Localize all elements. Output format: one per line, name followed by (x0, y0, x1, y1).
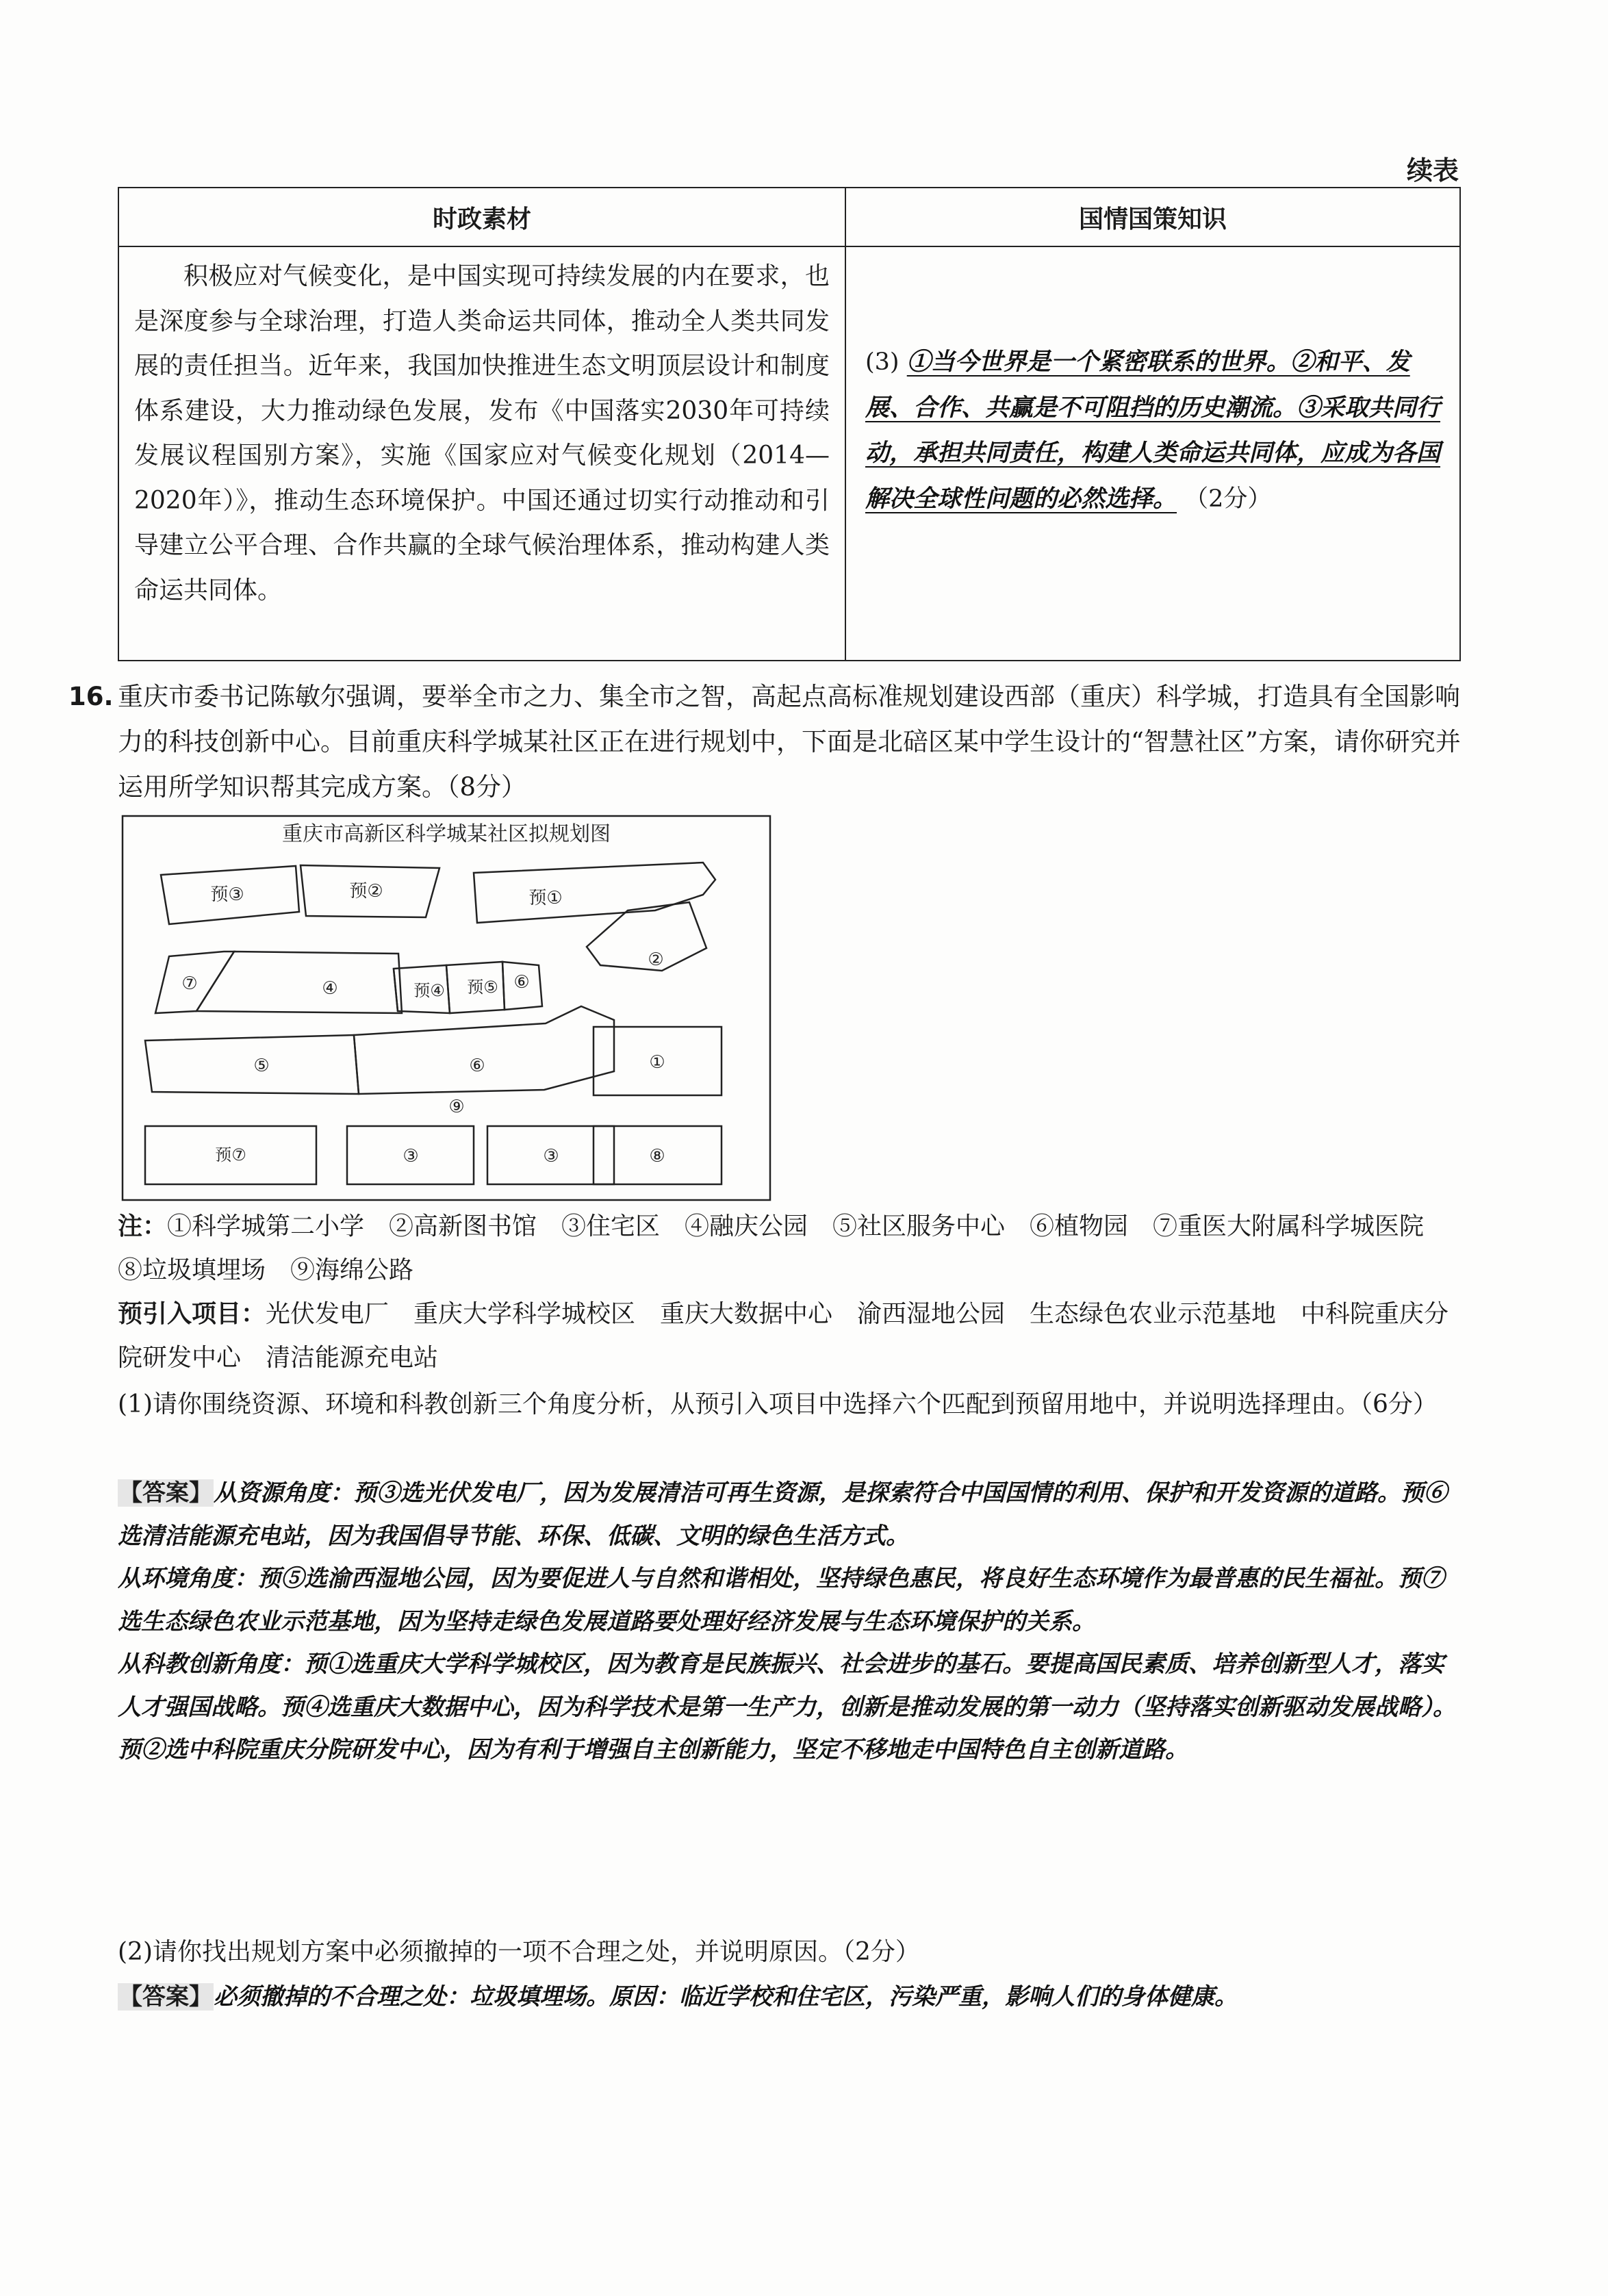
label-c6a: ⑥ (513, 972, 530, 993)
label-c9: ⑨ (448, 1097, 465, 1117)
answer-environment: 从环境角度：预⑤选渝西湿地公园，因为要促进人与自然和谐相处，坚持绿色惠民，将良好生态环境作为最普惠的民生福祉。预⑦选生态绿色农业示范基地，因为坚持走绿色发展道路要处理好经济发展与生态环境保护的关系。 (118, 1565, 1444, 1635)
label-c3b: ③ (543, 1146, 559, 1166)
material-cell (118, 246, 845, 661)
answer-2-block (118, 1976, 1459, 2019)
projects-label: 预引入项目： (118, 1300, 266, 1328)
label-y4: 预④ (413, 981, 445, 1000)
label-y7: 预⑦ (215, 1145, 246, 1164)
answer-tag: 【答案】 (119, 1983, 212, 2011)
question-number: 16. (68, 682, 114, 711)
answer-tag: 【答案】 (119, 1479, 212, 1507)
answer-prefix: (3) (865, 348, 899, 376)
policy-table (118, 187, 1461, 661)
answer-innovation: 从科教创新角度：预①选重庆大学科学城校区，因为教育是民族振兴、社会进步的基石。要提高国民素质、培养创新型人才，落实人才强国战略。预④选重庆大数据中心，因为科学技术是第一生产力，创新是推动发展的第一动力（坚持落实创新驱动发展战略）。预②选中科院重庆分院研发中心，因为有利于增强自主创新能力，坚定不移地走中国特色自主创新道路。 (118, 1650, 1456, 1763)
label-c7: ⑦ (181, 973, 198, 994)
map-title: 重庆市高新区科学城某社区拟规划图 (282, 822, 611, 846)
plot-c2 (587, 902, 706, 971)
col-header-knowledge: 国情国策知识 (845, 188, 1460, 246)
answer-1-block (118, 1472, 1459, 1772)
knowledge-cell (845, 246, 1460, 661)
plot-c5 (145, 1035, 359, 1094)
sub-question-2: (2)请你找出规划方案中必须撤掉的一项不合理之处，并说明原因。（2分） (118, 1938, 920, 1966)
col-header-material: 时政素材 (118, 188, 845, 246)
question-16-text: 重庆市委书记陈敏尔强调，要举全市之力、集全市之智，高起点高标准规划建设西部（重庆）科学城，打造具有全国影响力的科技创新中心。目前重庆科学城某社区正在进行规划中，下面是北碚区某中学生设计的“智慧社区”方案，请你研究并运用所学知识帮其完成方案。（8分） (118, 682, 1461, 802)
legend-notes (118, 1205, 1459, 1292)
label-c5: ⑤ (253, 1056, 270, 1076)
label-c6: ⑥ (469, 1056, 485, 1076)
label-y1: 预① (528, 888, 563, 908)
answer-score: （2分） (1184, 485, 1272, 513)
label-y5: 预⑤ (467, 978, 498, 997)
projects-text: 光伏发电厂 重庆大学科学城校区 重庆大数据中心 渝西湿地公园 生态绿色农业示范基地 中科院重庆分院研发中心 清洁能源充电站 (118, 1300, 1449, 1372)
continued-table-label: 续表 (1406, 155, 1459, 186)
material-text: 积极应对气候变化，是中国实现可持续发展的内在要求，也是深度参与全球治理，打造人类命运共同体，推动全人类共同发展的责任担当。近年来，我国加快推进生态文明顶层设计和制度体系建设，大力推动绿色发展，发布《中国落实2030年可持续发展议程国别方案》，实施《国家应对气候变化规划（2014—2020年）》，推动生态环境保护。中国还通过切实行动推动和引导建立公平合理、合作共赢的全球气候治理体系，推动构建人类命运共同体。 (134, 262, 830, 604)
notes-label: 注： (118, 1212, 168, 1240)
answer-resource-text: 从资源角度：预③选光伏发电厂，因为发展清洁可再生资源，是探索符合中国国情的利用、保护和开发资源的道路。预⑥选清洁能源充电站，因为我国倡导节能、环保、低碳、文明的绿色生活方式。 (118, 1479, 1447, 1550)
answer-2-text: 必须撤掉的不合理之处：垃圾填埋场。原因：临近学校和住宅区，污染严重，影响人们的身体健康。 (214, 1983, 1238, 2011)
answer-resource (118, 1472, 1459, 1557)
handwritten-answer: ①当今世界是一个紧密联系的世界。②和平、发展、合作、共赢是不可阻挡的历史潮流。③采取共同行动，承担共同责任，构建人类命运共同体，应成为各国解决全球性问题的必然选择。 (865, 348, 1441, 513)
label-c8: ⑧ (649, 1146, 665, 1166)
label-y2: 预② (349, 881, 383, 902)
table-header-row (118, 188, 1460, 246)
notes-text: ①科学城第二小学 ②高新图书馆 ③住宅区 ④融庆公园 ⑤社区服务中心 ⑥植物园 ⑦重医大附属科学城医院 ⑧垃圾填埋场 ⑨海绵公路 (118, 1212, 1449, 1284)
label-y3: 预③ (210, 884, 244, 905)
sub-question-1: (1)请你围绕资源、环境和科教创新三个角度分析，从预引入项目中选择六个匹配到预留用地中，并说明选择理由。（6分） (118, 1390, 1438, 1418)
plot-c6 (354, 1006, 614, 1094)
table-row (118, 246, 1460, 661)
label-c1: ① (649, 1052, 665, 1073)
plot-c4 (196, 952, 402, 1013)
label-c3a: ③ (403, 1146, 419, 1166)
project-list (118, 1292, 1459, 1380)
label-c2: ② (648, 949, 664, 970)
community-plan-map (121, 815, 771, 1201)
question-16 (68, 674, 1462, 810)
map-notes (118, 1205, 1459, 1380)
map-frame (123, 816, 770, 1200)
plot-y1 (474, 863, 715, 923)
label-c4: ④ (322, 978, 338, 999)
